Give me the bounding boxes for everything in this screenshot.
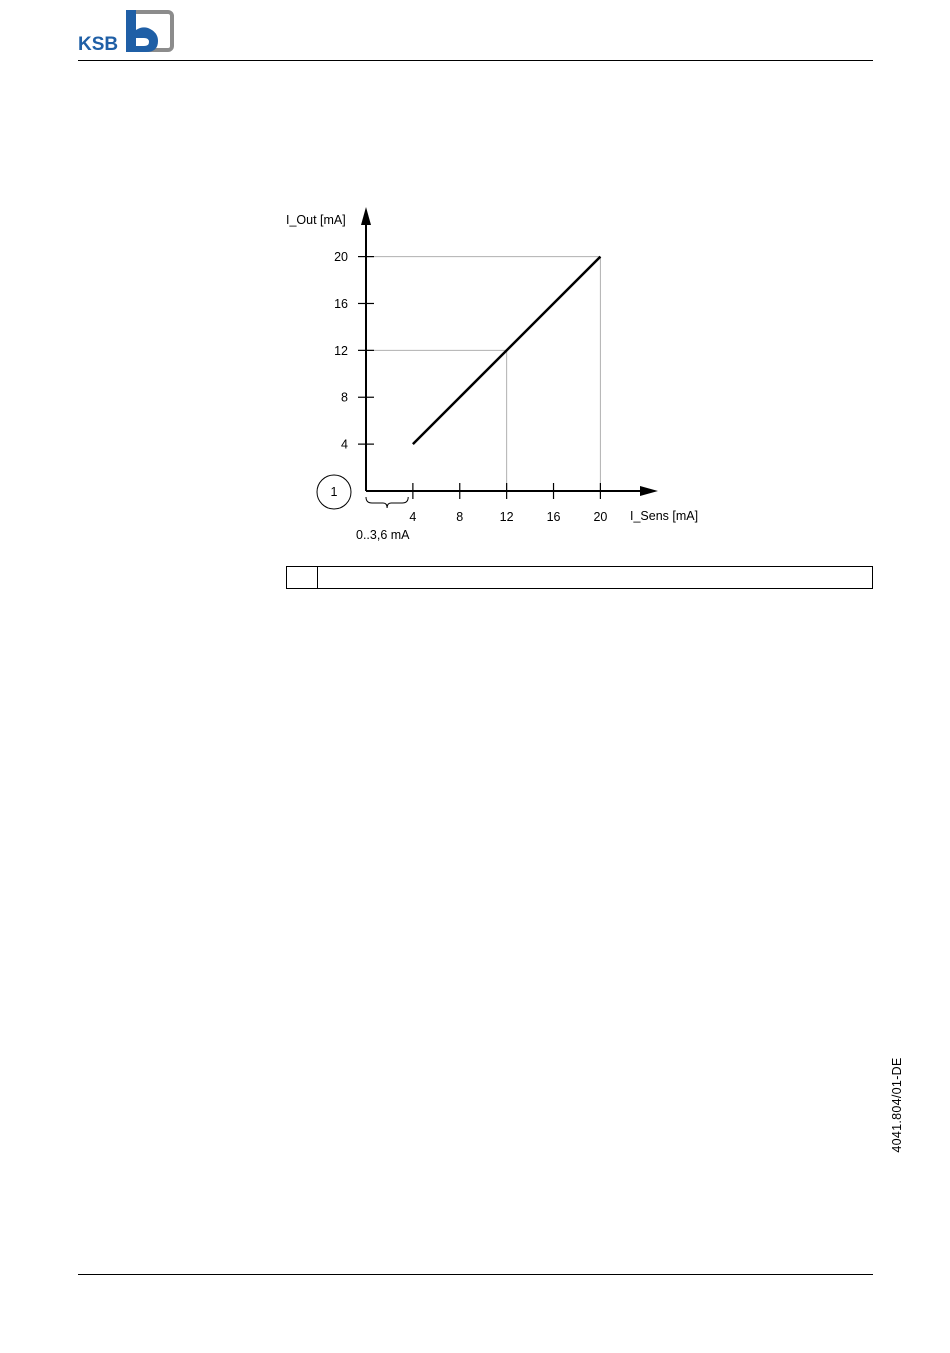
y-tick-label-8: 8 — [341, 390, 348, 405]
footer-rule — [78, 1274, 873, 1275]
range-brace — [366, 497, 408, 508]
logo-text: KSB — [78, 34, 119, 54]
legend-table — [286, 566, 873, 589]
brace-label: 0..3,6 mA — [356, 528, 410, 542]
y-axis-arrow — [361, 207, 371, 225]
legend-key-cell — [287, 567, 318, 588]
x-tick-label-12: 12 — [499, 510, 514, 524]
y-tick-label-16: 16 — [334, 296, 348, 311]
x-tick-label-20: 20 — [593, 510, 608, 524]
y-tick-label-12: 12 — [334, 343, 348, 358]
chart-axes — [361, 207, 658, 496]
ksb-logo — [78, 8, 176, 54]
x-axis-arrow — [640, 486, 658, 496]
header-rule — [78, 60, 873, 61]
x-axis-label: I_Sens [mA] — [630, 509, 699, 523]
y-tick-label-20: 20 — [334, 250, 348, 265]
legend-description-cell — [318, 567, 872, 588]
y-axis-label: I_Out [mA] — [286, 213, 346, 227]
document-number: 4041.804/01-DE — [890, 1057, 904, 1153]
current-output-chart — [270, 195, 730, 555]
callout-label: 1 — [330, 485, 338, 499]
y-tick-label-4: 4 — [341, 437, 348, 452]
x-tick-label-16: 16 — [546, 510, 561, 524]
x-tick-label-8: 8 — [456, 510, 464, 524]
x-tick-label-4: 4 — [409, 510, 417, 524]
